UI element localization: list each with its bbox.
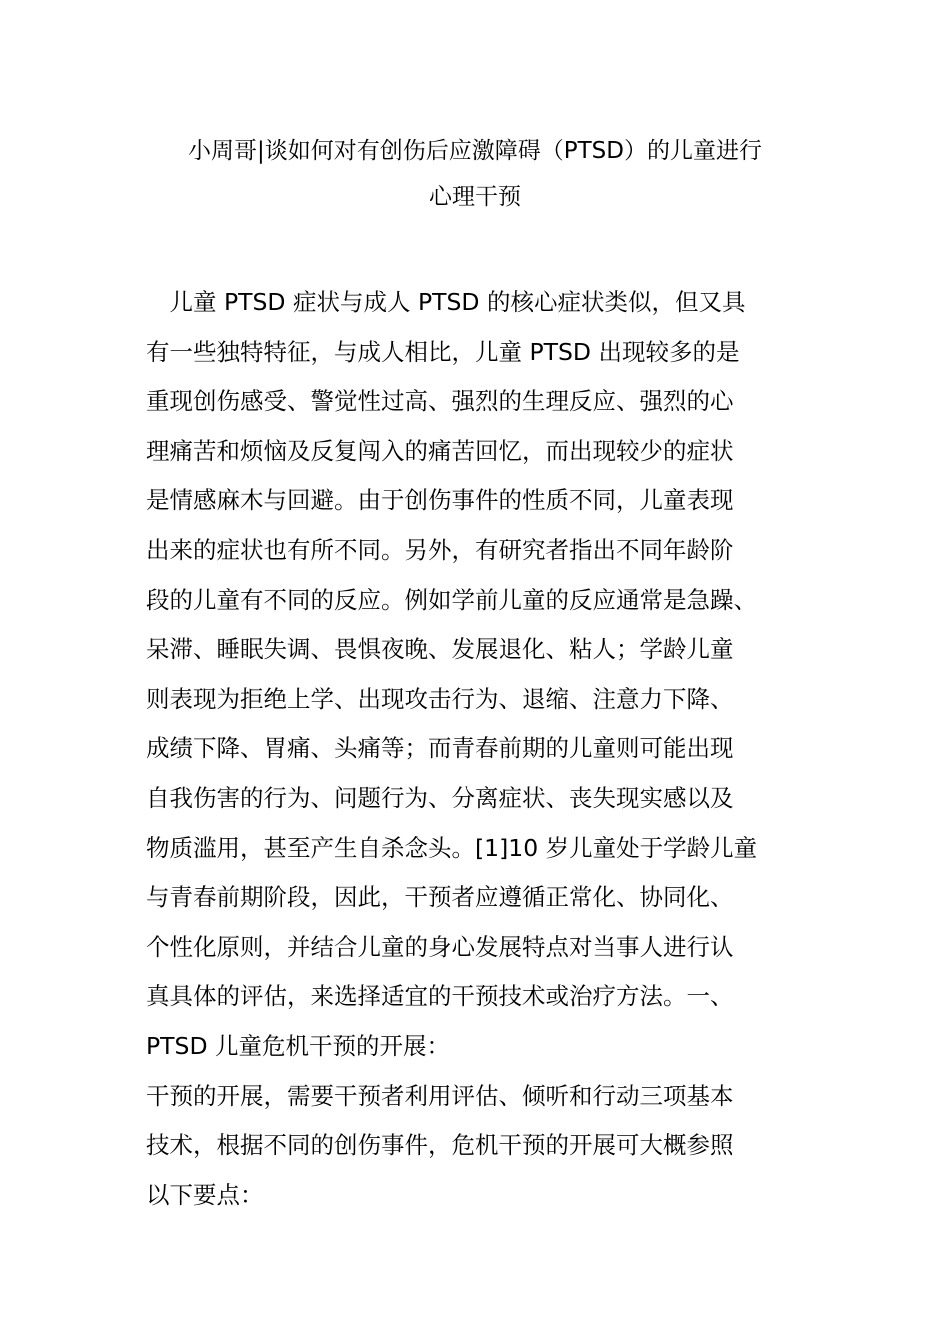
body-line: 呆滞、睡眠失调、畏惧夜晚、发展退化、粘人；学龄儿童 xyxy=(146,635,734,664)
title-line-1: 小周哥|谈如何对有创伤后应激障碍（PTSD）的儿童进行 xyxy=(188,138,762,164)
body-line: 是情感麻木与回避。由于创伤事件的性质不同，儿童表现 xyxy=(146,486,734,515)
body-line: 有一些独特特征，与成人相比，儿童 PTSD 出现较多的是 xyxy=(146,337,740,366)
body-line: 成绩下降、胃痛、头痛等；而青春前期的儿童则可能出现 xyxy=(146,734,734,763)
body-line: 以下要点： xyxy=(146,1180,264,1209)
body-line: 儿童 PTSD 症状与成人 PTSD 的核心症状类似，但又具 xyxy=(146,288,746,316)
body-line: 段的儿童有不同的反应。例如学前儿童的反应通常是急躁、 xyxy=(146,585,757,614)
body-line: 个性化原则，并结合儿童的身心发展特点对当事人进行认 xyxy=(146,932,734,961)
body-line: 真具体的评估，来选择适宜的干预技术或治疗方法。一、 xyxy=(146,982,734,1011)
document-title xyxy=(120,128,830,220)
body-line: 理痛苦和烦恼及反复闯入的痛苦回忆，而出现较少的症状 xyxy=(146,436,734,465)
title-line-2: 心理干预 xyxy=(429,184,521,210)
body-line: 重现创伤感受、警觉性过高、强烈的生理反应、强烈的心 xyxy=(146,387,734,416)
body-line: 与青春前期阶段，因此，干预者应遵循正常化、协同化、 xyxy=(146,883,734,912)
body-line: 技术，根据不同的创伤事件，危机干预的开展可大概参照 xyxy=(146,1131,734,1160)
body-line: 干预的开展，需要干预者利用评估、倾听和行动三项基本 xyxy=(146,1081,734,1110)
section-heading: PTSD 儿童危机干预的开展： xyxy=(146,1031,451,1060)
body-line: 物质滥用，甚至产生自杀念头。[1]10 岁儿童处于学龄儿童 xyxy=(146,833,758,862)
body-line: 自我伤害的行为、问题行为、分离症状、丧失现实感以及 xyxy=(146,783,734,812)
body-line: 出来的症状也有所不同。另外，有研究者指出不同年龄阶 xyxy=(146,535,734,564)
document-body xyxy=(146,278,816,1220)
body-line: 则表现为拒绝上学、出现攻击行为、退缩、注意力下降、 xyxy=(146,684,734,713)
